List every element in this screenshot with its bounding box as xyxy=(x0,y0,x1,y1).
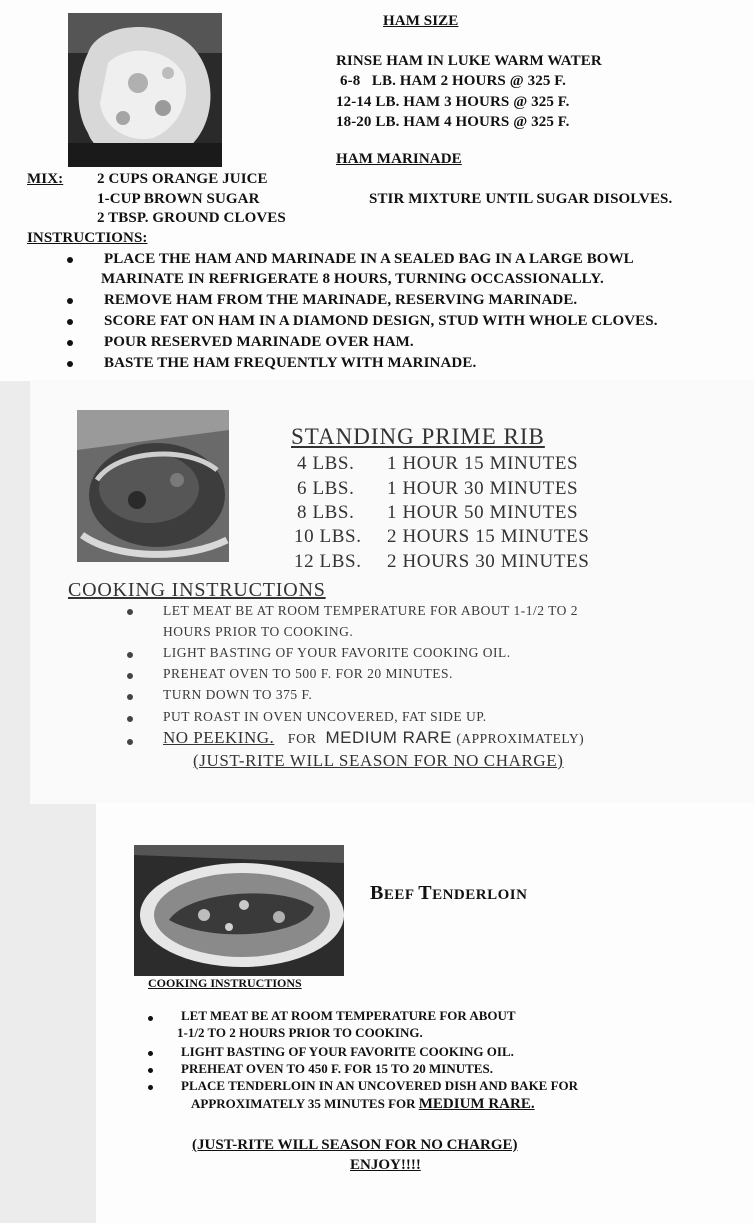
ham-marinade-heading: HAM MARINADE xyxy=(336,151,462,167)
rib-time: 1 HOUR 50 MINUTES xyxy=(387,502,579,523)
tender-instructions-heading: COOKING INSTRUCTIONS xyxy=(148,976,302,990)
tender-instruction-line: LET MEAT BE AT ROOM TEMPERATURE FOR ABOUT xyxy=(181,1008,516,1023)
ham-size-heading: HAM SIZE xyxy=(383,13,459,29)
instruction-line: POUR RESERVED MARINADE OVER HAM. xyxy=(104,334,414,350)
tender-instruction-line: 1-1/2 TO 2 HOURS PRIOR TO COOKING. xyxy=(177,1025,423,1040)
no-peeking-line xyxy=(163,728,584,748)
tender-season-note: (JUST-RITE WILL SEASON FOR NO CHARGE) xyxy=(192,1137,518,1153)
bullet-icon xyxy=(67,257,73,263)
rib-instruction-line: LIGHT BASTING OF YOUR FAVORITE COOKING OIL. xyxy=(163,645,511,660)
mix-label: MIX: xyxy=(27,171,64,187)
bullet-icon xyxy=(67,361,73,367)
prime-rib-recipe-card xyxy=(30,380,754,804)
rib-time: 1 HOUR 30 MINUTES xyxy=(387,478,579,499)
bullet-icon xyxy=(127,694,133,700)
instructions-label: INSTRUCTIONS: xyxy=(27,230,148,246)
tender-instruction-line: APPROXIMATELY 35 MINUTES FOR MEDIUM RARE. xyxy=(191,1096,535,1112)
rib-instruction-line: LET MEAT BE AT ROOM TEMPERATURE FOR ABOUT 1-1/2 TO 2 xyxy=(163,603,579,618)
bullet-icon xyxy=(127,673,133,679)
rib-instruction-line: HOURS PRIOR TO COOKING. xyxy=(163,624,354,639)
medium-rare-label: MEDIUM RARE. xyxy=(418,1096,535,1112)
ham-size-row: 18-20 LB. HAM 4 HOURS @ 325 F. xyxy=(336,114,570,130)
tender-instruction-line: LIGHT BASTING OF YOUR FAVORITE COOKING OIL. xyxy=(181,1044,514,1059)
no-peeking-label: NO PEEKING. xyxy=(163,728,275,747)
mix-item: 1-CUP BROWN SUGAR xyxy=(97,191,260,207)
rib-time: 2 HOURS 30 MINUTES xyxy=(387,551,590,572)
rib-time: 2 HOURS 15 MINUTES xyxy=(387,526,590,547)
enjoy-text: ENJOY!!!! xyxy=(350,1157,421,1173)
rib-instruction-line: PUT ROAST IN OVEN UNCOVERED, FAT SIDE UP. xyxy=(163,709,487,724)
bullet-icon xyxy=(67,319,73,325)
instruction-line: MARINATE IN REFRIGERATE 8 HOURS, TURNING OCCASSIONALLY. xyxy=(101,271,604,287)
bullet-icon xyxy=(148,1068,153,1073)
ham-photo xyxy=(68,13,222,167)
approx-label: (APPROXIMATELY) xyxy=(456,731,585,746)
prime-rib-photo xyxy=(77,410,229,562)
rib-instruction-line: TURN DOWN TO 375 F. xyxy=(163,687,313,702)
tenderloin-photo xyxy=(134,845,344,976)
bullet-icon xyxy=(148,1051,153,1056)
rib-weight: 6 LBS. xyxy=(297,478,355,499)
for-text: FOR xyxy=(287,732,317,747)
ham-size-row: 6-8 LB. HAM 2 HOURS @ 325 F. xyxy=(340,73,567,89)
rib-weight: 8 LBS. xyxy=(297,502,355,523)
tender-instruction-line: PREHEAT OVEN TO 450 F. FOR 15 TO 20 MINUTES. xyxy=(181,1061,493,1076)
rib-weight: 4 LBS. xyxy=(297,453,355,474)
tenderloin-title: BEEF TENDERLOIN xyxy=(370,882,528,904)
bullet-icon xyxy=(148,1085,153,1090)
bullet-icon xyxy=(127,716,133,722)
prime-rib-title: STANDING PRIME RIB xyxy=(291,424,545,449)
bullet-icon xyxy=(127,739,133,745)
bullet-icon xyxy=(148,1016,153,1021)
rib-weight: 10 LBS. xyxy=(294,526,362,547)
stir-note: STIR MIXTURE UNTIL SUGAR DISOLVES. xyxy=(369,191,673,207)
bullet-icon xyxy=(67,298,73,304)
instruction-line: BASTE THE HAM FREQUENTLY WITH MARINADE. xyxy=(104,355,477,371)
tender-instruction-line: PLACE TENDERLOIN IN AN UNCOVERED DISH AND BAKE FOR xyxy=(181,1078,579,1093)
rib-instructions-heading: COOKING INSTRUCTIONS xyxy=(68,579,326,601)
bullet-icon xyxy=(67,340,73,346)
instruction-line: REMOVE HAM FROM THE MARINADE, RESERVING MARINADE. xyxy=(104,292,578,308)
instruction-line: SCORE FAT ON HAM IN A DIAMOND DESIGN, STUD WITH WHOLE CLOVES. xyxy=(104,313,658,329)
rib-season-note: (JUST-RITE WILL SEASON FOR NO CHARGE) xyxy=(193,751,564,770)
bullet-icon xyxy=(127,609,133,615)
mix-item: 2 CUPS ORANGE JUICE xyxy=(97,171,268,187)
tenderloin-recipe-card xyxy=(96,803,754,1223)
bullet-icon xyxy=(127,652,133,658)
rib-instruction-line: PREHEAT OVEN TO 500 F. FOR 20 MINUTES. xyxy=(163,666,453,681)
ham-recipe-card xyxy=(0,0,754,381)
rib-weight: 12 LBS. xyxy=(294,551,362,572)
ham-size-row: 12-14 LB. HAM 3 HOURS @ 325 F. xyxy=(336,94,570,110)
instruction-line: PLACE THE HAM AND MARINADE IN A SEALED BAG IN A LARGE BOWL xyxy=(104,251,634,267)
medium-rare-label: MEDIUM RARE xyxy=(325,728,452,747)
mix-item: 2 TBSP. GROUND CLOVES xyxy=(97,210,286,226)
rib-time: 1 HOUR 15 MINUTES xyxy=(387,453,579,474)
rinse-instruction: RINSE HAM IN LUKE WARM WATER xyxy=(336,53,602,69)
